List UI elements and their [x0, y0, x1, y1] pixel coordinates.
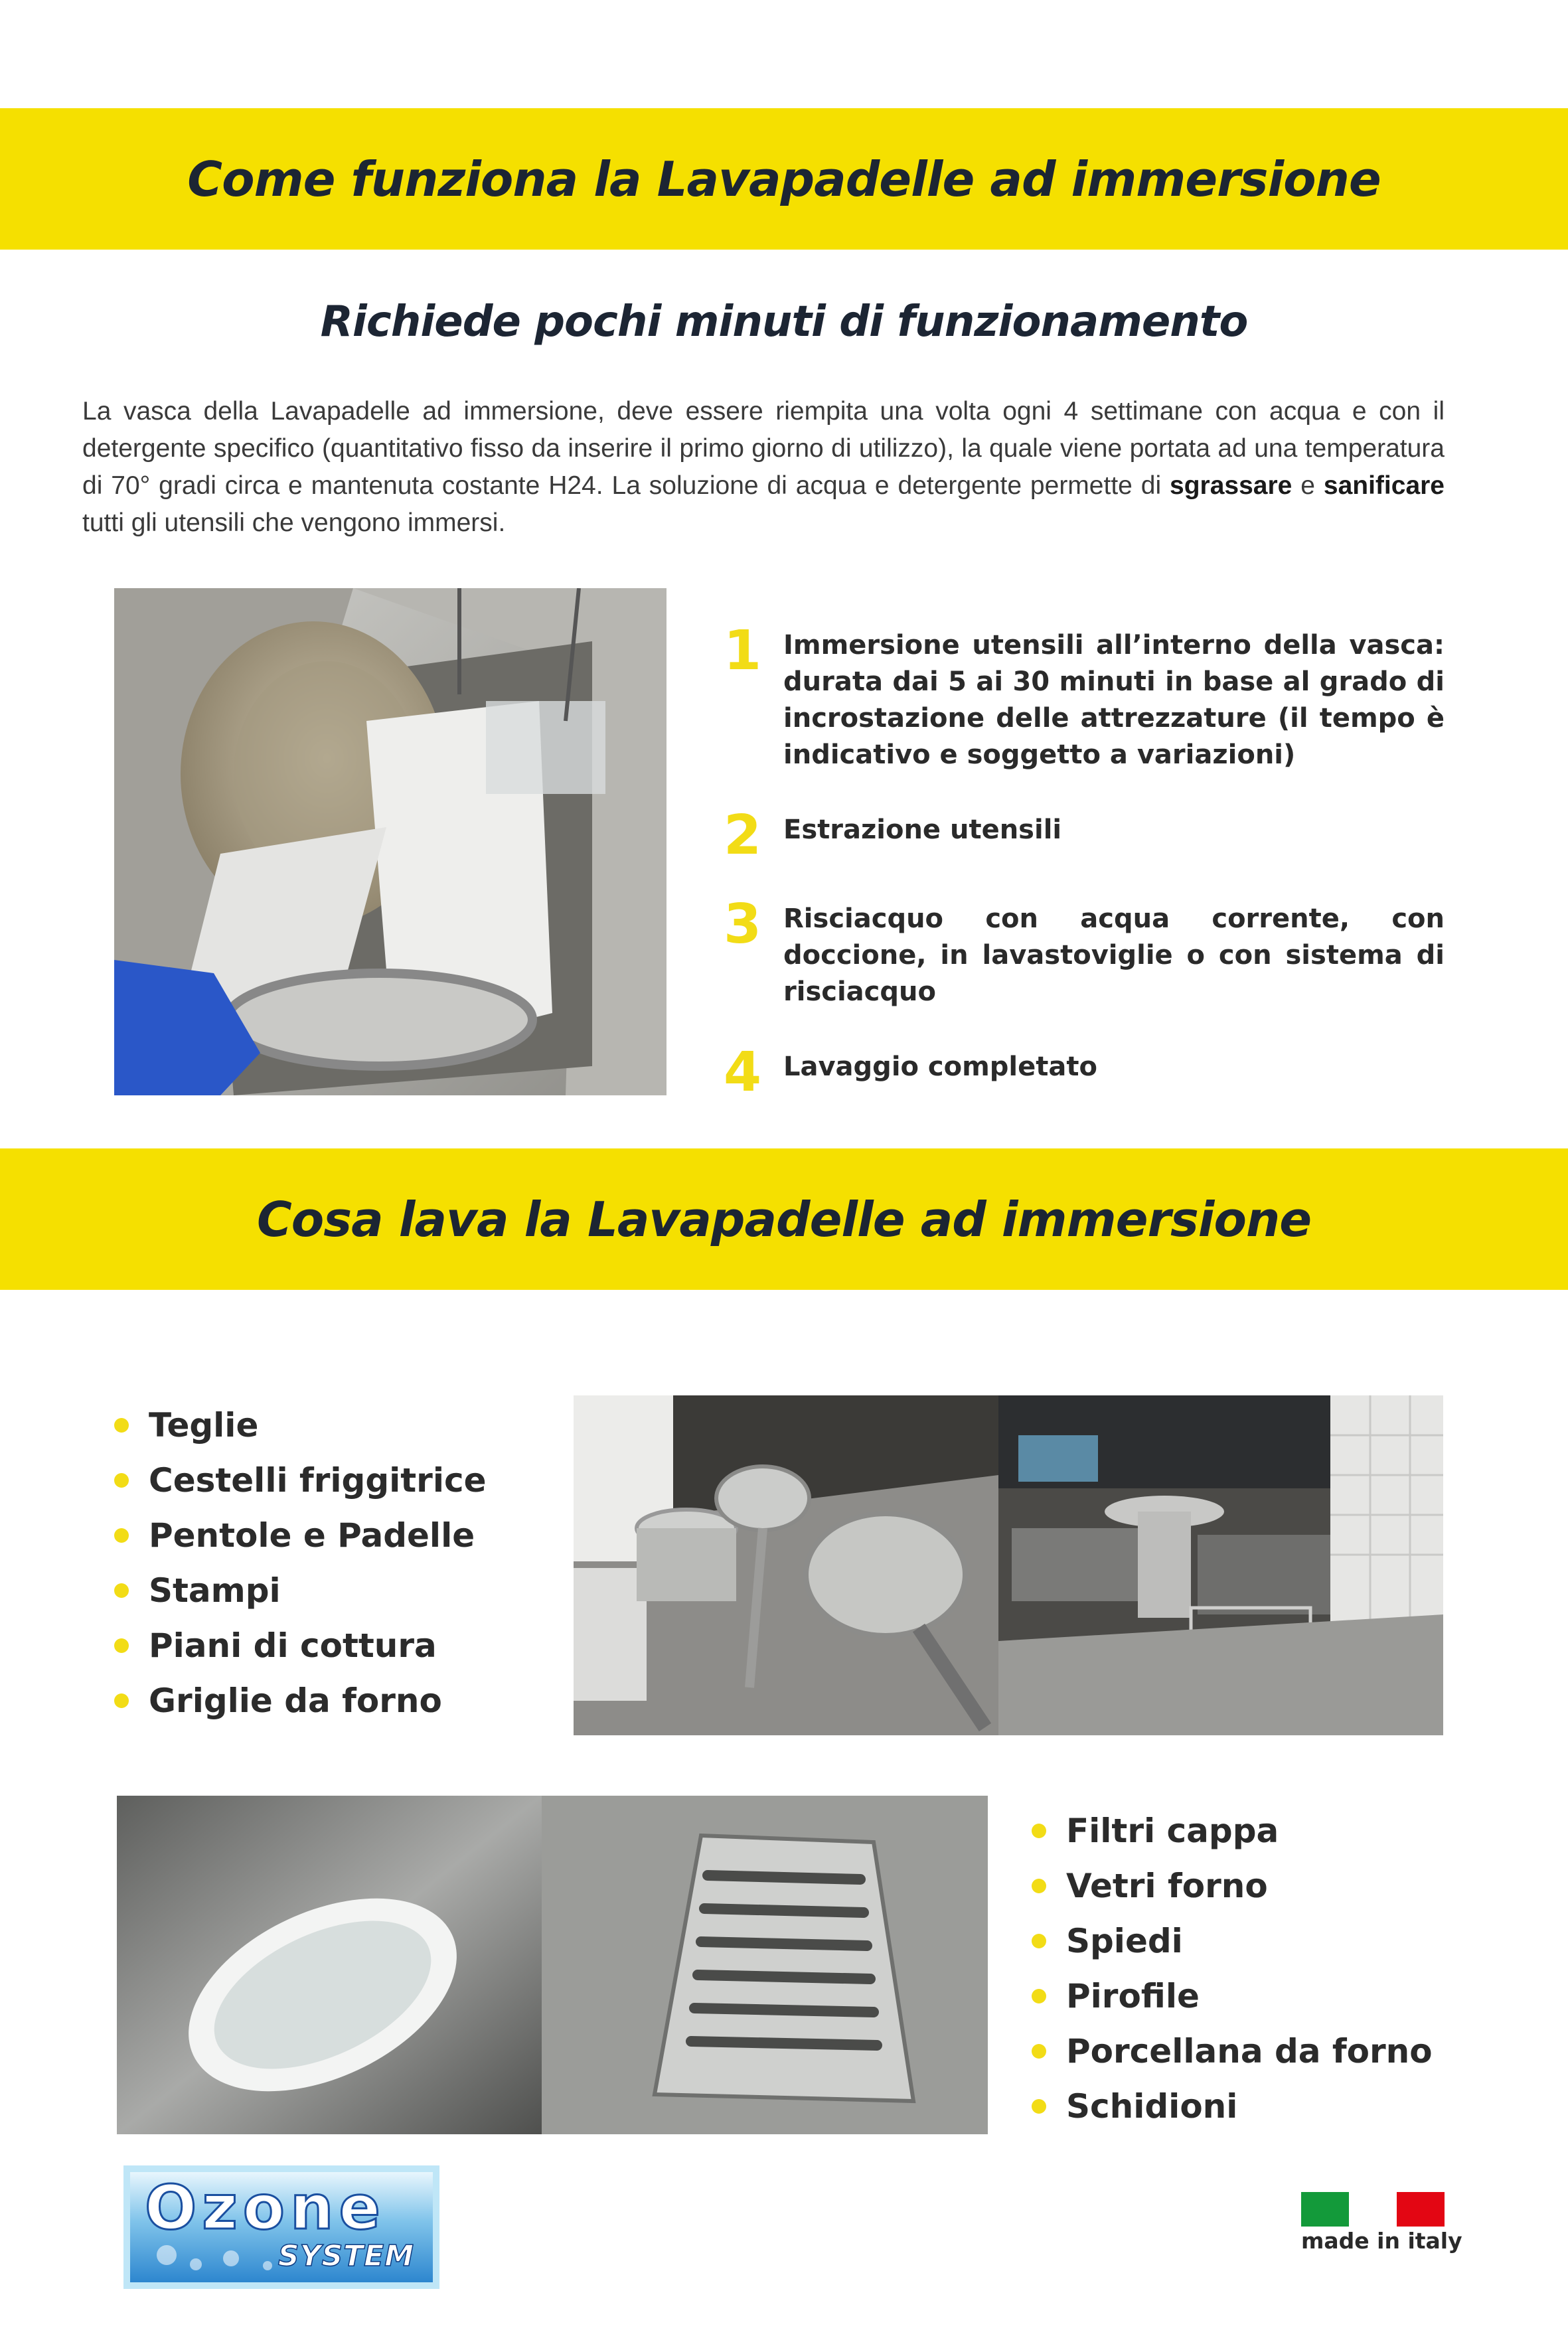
sink-photo: [114, 588, 666, 1095]
section-subtitle: Richiede pochi minuti di funzionamento: [320, 297, 1248, 347]
list-item: Cestelli friggitrice: [114, 1452, 487, 1508]
washable-items-list: [114, 1397, 487, 1728]
step-item: [724, 804, 1445, 867]
list-item: Filtri cappa: [1032, 1803, 1433, 1858]
section-header-how-it-works: [0, 108, 1568, 250]
step-item: [724, 893, 1445, 1010]
list-item: Griglie da forno: [114, 1673, 487, 1728]
step-text: Lavaggio completato: [783, 1052, 1097, 1082]
step-text: Risciacquo con acqua corrente, con doccione, in lavastoviglie o con sistema di risciacquo: [783, 903, 1445, 1007]
bullet-icon: [1032, 2099, 1046, 2114]
bullet-icon: [114, 1473, 129, 1488]
bullet-icon: [1032, 1824, 1046, 1838]
step-number: 1: [724, 619, 762, 682]
bullet-icon: [1032, 1934, 1046, 1948]
bullet-icon: [114, 1693, 129, 1708]
step-text: Estrazione utensili: [783, 815, 1062, 845]
list-item: Piani di cottura: [114, 1618, 487, 1673]
step-item: [724, 619, 1445, 773]
list-item: Schidioni: [1032, 2078, 1433, 2134]
step-number: 4: [724, 1041, 762, 1104]
bullet-icon: [1032, 1879, 1046, 1893]
section-title: Come funziona la Lavapadelle ad immersione: [187, 151, 1381, 207]
list-item: Spiedi: [1032, 1913, 1433, 1968]
intro-paragraph: La vasca della Lavapadelle ad immersione, deve essere riempita una volta ogni 4 settimane con acqua e con il detergente specifico (quantitativo fisso da inserire il primo giorno di utilizzo), la quale viene portata ad una temperatura di 70° gradi circa e mantenuta costante H24. La soluzione di acqua e detergente permette di sgrassare e sanificare tutti gli utensili che vengono immersi.: [82, 397, 1445, 537]
bullet-icon: [1032, 1989, 1046, 2003]
bullet-icon: [1032, 2044, 1046, 2059]
section-header-what-it-washes: [0, 1148, 1568, 1290]
hood-filter-photo: [542, 1796, 988, 2134]
list-item: Pirofile: [1032, 1968, 1433, 2023]
italy-flag-green: [1301, 2192, 1349, 2227]
list-item: Vetri forno: [1032, 1858, 1433, 1913]
dish-photo: [117, 1796, 542, 2134]
ozone-system-logo: [123, 2165, 439, 2289]
logo-sub: SYSTEM: [277, 2239, 414, 2273]
bullet-icon: [114, 1583, 129, 1598]
washable-items-list-2: [1032, 1803, 1433, 2134]
bullet-icon: [114, 1418, 129, 1433]
bullet-icon: [114, 1638, 129, 1653]
logo-word: Ozone: [145, 2172, 386, 2243]
list-item: Porcellana da forno: [1032, 2023, 1433, 2078]
pans-photo: [574, 1395, 998, 1735]
italy-flag-red: [1397, 2192, 1445, 2227]
step-number: 2: [724, 804, 762, 867]
list-item: Pentole e Padelle: [114, 1508, 487, 1563]
bullet-icon: [114, 1528, 129, 1543]
section-title: Cosa lava la Lavapadelle ad immersione: [256, 1191, 1312, 1247]
made-in-italy-label: made in italy: [1301, 2228, 1462, 2254]
step-item: [724, 1041, 1445, 1104]
list-item: Teglie: [114, 1397, 487, 1452]
kitchen-photo: [998, 1395, 1443, 1735]
step-text: Immersione utensili all’interno della vasca: durata dai 5 ai 30 minuti in base al grado di incrostazione delle attrezzature (il tempo è indicativo e soggetto a variazioni): [783, 630, 1445, 770]
steps-list: [724, 619, 1445, 1138]
list-item: Stampi: [114, 1563, 487, 1618]
step-number: 3: [724, 893, 762, 956]
